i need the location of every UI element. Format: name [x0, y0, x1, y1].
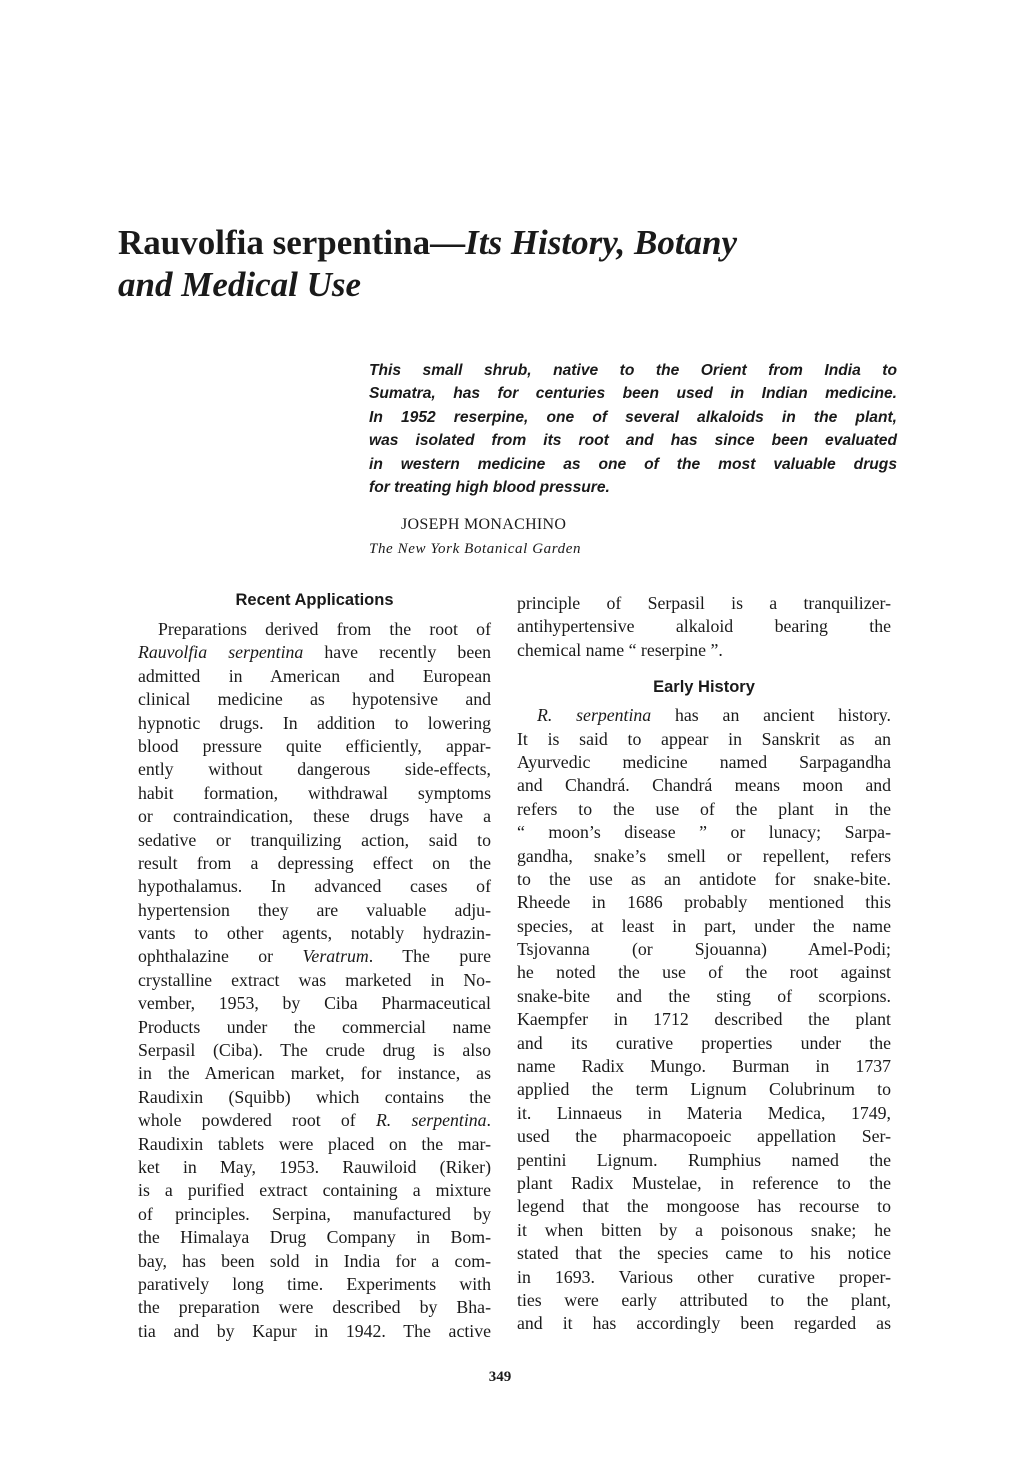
text-line: vember, 1953, by Ciba Pharmaceutical: [138, 993, 491, 1014]
text-line: it when bitten by a poisonous snake; he: [517, 1219, 891, 1240]
text-line: clinical medicine as hypotensive and: [138, 689, 491, 710]
text-line: result from a depressing effect on the: [138, 852, 491, 873]
text-line: It is said to appear in Sanskrit as an: [517, 728, 891, 749]
text-line: it. Linnaeus in Materia Medica, 1749,: [517, 1102, 891, 1123]
text-line: the preparation were described by Bha-: [138, 1297, 491, 1318]
text-line: refers to the use of the plant in the: [517, 798, 891, 819]
text-line: he noted the use of the root against: [517, 962, 891, 983]
text-line: ently without dangerous side-effects,: [138, 759, 491, 780]
text-line: plant Radix Mustelae, in reference to the: [517, 1172, 891, 1193]
text-line: hypnotic drugs. In addition to lowering: [138, 712, 491, 733]
text-line: species, at least in part, under the name: [517, 915, 891, 936]
page-number: 349: [488, 1369, 512, 1385]
text-line: R. serpentina has an ancient history.: [537, 705, 891, 726]
text-line: ties were early attributed to the plant,: [517, 1289, 891, 1310]
text-line: hypertension they are valuable adju-: [138, 899, 491, 920]
right-column-intro-text: [517, 592, 891, 662]
right-column-text: [517, 704, 891, 1336]
text-line: antihypertensive alkaloid bearing the: [517, 616, 891, 637]
article-title: [118, 222, 918, 306]
species-name: Veratrum: [302, 946, 369, 967]
text-line: legend that the mongoose has recourse to: [517, 1196, 891, 1217]
text-line: hypothalamus. In advanced cases of: [138, 876, 491, 897]
text-line: is a purified extract containing a mixture: [138, 1180, 491, 1201]
title-subtitle-line2: and Medical Use: [118, 265, 362, 304]
left-column-text: [138, 618, 491, 1343]
text-line: applied the term Lignum Colubrinum to: [517, 1079, 891, 1100]
text-line: snake-bite and the sting of scorpions.: [517, 985, 891, 1006]
text-line: “ moon’s disease ” or lunacy; Sarpa-: [517, 822, 891, 843]
left-column: [138, 589, 491, 1343]
text-line: habit formation, withdrawal symptoms: [138, 782, 491, 803]
text-line: and Chandrá. Chandrá means moon and: [517, 775, 891, 796]
text-line: used the pharmacopoeic appellation Ser-: [517, 1126, 891, 1147]
text-line: Raudixin (Squibb) which contains the: [138, 1086, 491, 1107]
abstract-line: Sumatra, has for centuries been used in Indian medicine.: [369, 385, 897, 403]
text-line: Preparations derived from the root of: [158, 619, 491, 639]
text-line: pentini Lignum. Rumphius named the: [517, 1149, 891, 1170]
text-line: in 1693. Various other curative proper-: [517, 1266, 891, 1287]
text-line: to the use as an antidote for snake-bite.: [517, 868, 891, 889]
text-line: ophthalazine or Veratrum. The pure: [138, 946, 491, 967]
section-heading-early-history: Early History: [653, 678, 755, 697]
author-name: JOSEPH MONACHINO: [401, 516, 567, 533]
text-line: the Himalaya Drug Company in Bom-: [138, 1227, 491, 1248]
text-line: Products under the commercial name: [138, 1016, 491, 1037]
text-line: admitted in American and European: [138, 665, 491, 686]
text-line: and its curative properties under the: [517, 1032, 891, 1053]
text-line: sedative or tranquilizing action, said to: [138, 829, 491, 850]
text-line: paratively long time. Experiments with: [138, 1273, 491, 1294]
author-block: [369, 515, 769, 559]
species-name: R. serpentina: [375, 1110, 487, 1131]
species-name: Rauvolfia serpentina: [138, 642, 304, 663]
text-line: Raudixin tablets were placed on the mar-: [138, 1133, 491, 1154]
text-line: principle of Serpasil is a tranquilizer-: [517, 593, 891, 613]
text-line: Ayurvedic medicine named Sarpagandha: [517, 751, 891, 772]
text-line: and it has accordingly been regarded as: [517, 1313, 891, 1334]
text-line: ket in May, 1953. Rauwiloid (Riker): [138, 1156, 491, 1177]
text-line: bay, has been sold in India for a com-: [138, 1250, 491, 1271]
abstract-line: In 1952 reserpine, one of several alkaloids in the plant,: [369, 408, 897, 426]
text-line: name Radix Mungo. Burman in 1737: [517, 1056, 891, 1077]
text-line: Rauvolfia serpentina have recently been: [138, 642, 491, 663]
text-line: stated that the species came to his notice: [517, 1243, 891, 1264]
right-column: [517, 592, 891, 1336]
text-line: Tsjovanna (or Sjouanna) Amel-Podi;: [517, 939, 891, 960]
text-line: gandha, snake’s smell or repellent, refers: [517, 845, 891, 866]
abstract-line: in western medicine as one of the most valuable drugs: [369, 455, 897, 473]
text-line: blood pressure quite efficiently, appar-: [138, 735, 491, 756]
abstract: [369, 360, 897, 500]
abstract-line: for treating high blood pressure.: [369, 478, 610, 496]
text-line: whole powdered root of R. serpentina.: [138, 1110, 491, 1131]
text-line: chemical name “ reserpine ”.: [517, 639, 723, 660]
species-name: R. serpentina: [537, 705, 652, 726]
section-heading-recent-applications: Recent Applications: [235, 591, 394, 609]
text-line: Serpasil (Ciba). The crude drug is also: [138, 1040, 491, 1061]
abstract-line: This small shrub, native to the Orient from India to: [369, 362, 897, 379]
text-line: or contraindication, these drugs have a: [138, 806, 491, 827]
text-line: Kaempfer in 1712 described the plant: [517, 1009, 891, 1030]
text-line: in the American market, for instance, as: [138, 1063, 491, 1084]
text-line: crystalline extract was marketed in No-: [138, 969, 491, 990]
abstract-line: was isolated from its root and has since been evaluated: [369, 432, 897, 450]
text-line: tia and by Kapur in 1942. The active: [138, 1320, 491, 1341]
text-line: of principles. Serpina, manufactured by: [138, 1203, 491, 1224]
text-line: vants to other agents, notably hydrazin-: [138, 923, 491, 944]
author-affiliation: The New York Botanical Garden: [369, 541, 582, 557]
text-line: Rheede in 1686 probably mentioned this: [517, 892, 891, 913]
title-subtitle: Its History, Botany: [465, 223, 738, 262]
title-species: Rauvolfia serpentina—: [118, 223, 466, 262]
